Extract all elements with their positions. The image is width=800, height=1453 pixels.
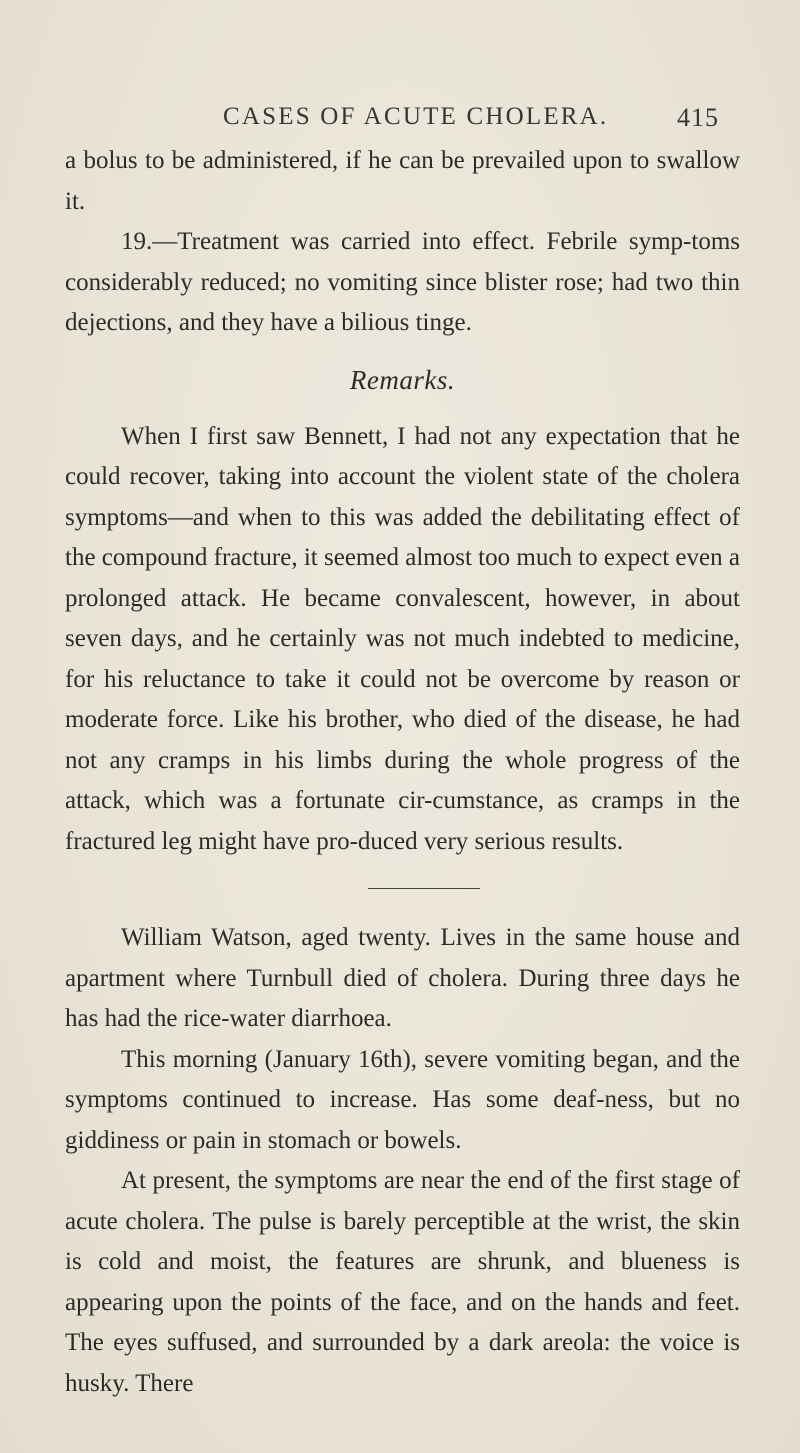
section-heading-remarks: Remarks. bbox=[349, 364, 456, 395]
page-number: 415 bbox=[677, 103, 719, 132]
paragraph-william-watson: William Watson, aged twenty. Lives in the same house and apartment where Turnbull died of cholera. During three days he has had the rice-water diarrhoea. bbox=[65, 924, 740, 1032]
paragraph-bolus: a bolus to be administered, if he can be prevailed upon to swallow it. bbox=[65, 147, 740, 215]
paragraph-remarks-bennett: When I first saw Bennett, I had not any expectation that he could recover, taking into account the violent state of the cholera symptoms—and when to this was added the debilitating effect of the compound fracture, it seemed almost too much to expect even a prolonged attack. He became convalescent, however, in about seven days, and he certainly was not much indebted to medicine, for his reluctance to take it could not be overcome by reason or moderate force. Like his brother, who died of the disease, he had not any cramps in his limbs during the whole progress of the attack, which was a fortunate cir-cumstance, as cramps in the fractured leg might have pro-duced very serious results. bbox=[65, 422, 740, 855]
body-text bbox=[65, 141, 740, 1404]
running-head: CASES OF ACUTE CHOLERA. bbox=[223, 103, 609, 130]
page-header bbox=[0, 103, 800, 133]
paragraph-at-present: At present, the symptoms are near the end of the first stage of acute cholera. The pulse is barely perceptible at the wrist, the skin is cold and moist, the features are shrunk, and blueness is appearing upon the points of the face, and on the hands and feet. The eyes suffused, and surrounded by a dark areola: the voice is husky. There bbox=[65, 1167, 740, 1397]
paragraph-this-morning: This morning (January 16th), severe vomiting began, and the symptoms continued to increase. Has some deaf-ness, but no giddiness or pain in stomach or bowels. bbox=[65, 1045, 740, 1154]
paragraph-treatment-19: 19.—Treatment was carried into effect. Febrile symp-toms considerably reduced; no vomiting since blister rose; had two thin dejections, and they have a bilious tinge. bbox=[65, 228, 740, 336]
